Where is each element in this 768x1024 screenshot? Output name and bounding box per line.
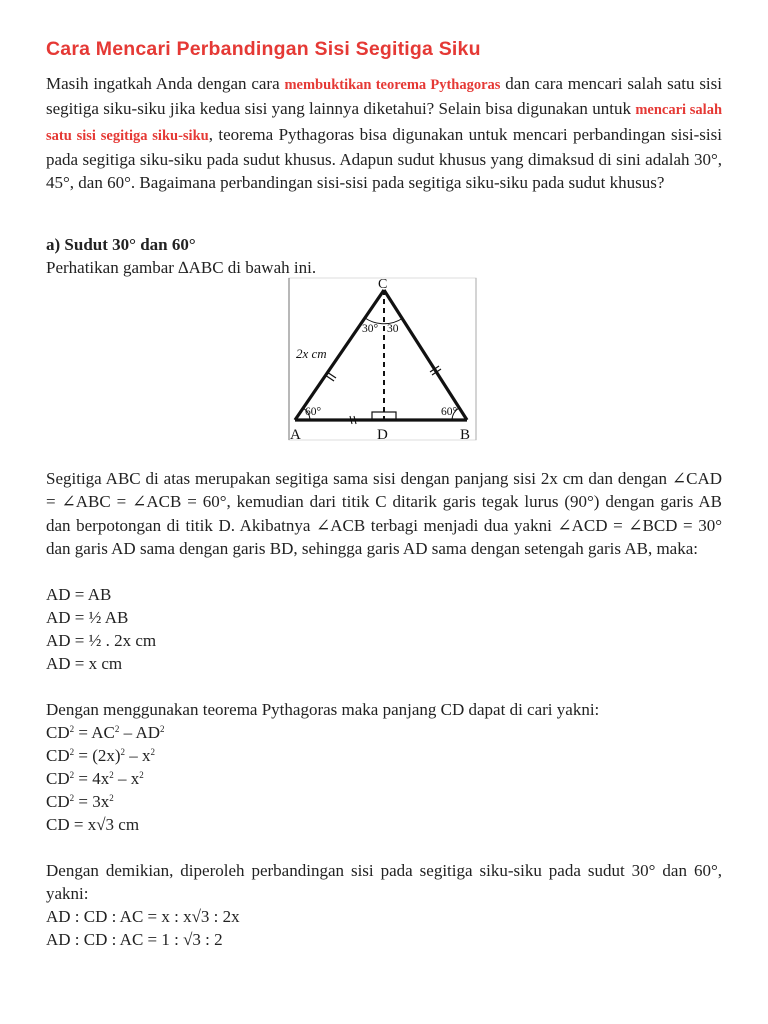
ratio-2: AD : CD : AC = 1 : √3 : 2 bbox=[46, 930, 223, 949]
step-cd-3: $CD^2 = 4x^2 - x^2$ bbox=[46, 769, 144, 788]
angle-label-acd: 30° bbox=[362, 323, 379, 335]
ratio-1: AD : CD : AC = x : x√3 : 2x bbox=[46, 907, 240, 926]
vertex-label-c: C bbox=[378, 277, 388, 292]
conclusion-paragraph: Dengan demikian, diperoleh perbandingan sisi pada segitiga siku-siku pada sudut 30° dan 60°, yakni: bbox=[46, 861, 722, 904]
step-ad-3: AD = ½ . 2x cm bbox=[46, 631, 157, 650]
step-ad-1: AD = AB bbox=[46, 585, 112, 604]
intro-text-2: dan cara mencari salah satu sisi segitiga siku-siku jika kedua sisi yang lainnya diketahui? Selain bisa digunakan untuk bbox=[46, 74, 722, 119]
side-label-2x: 2x cm bbox=[296, 346, 327, 361]
explanation-paragraph: Segitiga ABC di atas merupakan segitiga sama sisi dengan panjang sisi 2x cm dan dengan ∠CAD = ∠ABC = ∠ACB = 60°, kemudian dari titik C ditarik garis tegak lurus (90°) dengan garis AB dan berpotongan di titik D. Akibatnya ∠ACB terbagi menjadi dua yakni ∠ACD = ∠BCD = 30° dan garis AD sama dengan garis BD, sehingga garis AD sama dengan setengah garis AB, maka: bbox=[46, 469, 722, 558]
section-heading-30-60: a) Sudut 30° dan 60° bbox=[46, 235, 196, 254]
step-cd-5: CD = x√3 cm bbox=[46, 815, 140, 834]
figure-intro: Perhatikan gambar ∆ABC di bawah ini. bbox=[46, 258, 317, 277]
link-pythagoras-proof[interactable]: membuktikan teorema Pythagoras bbox=[284, 77, 501, 93]
intro-text-1: Masih ingatkah Anda dengan cara bbox=[46, 74, 285, 93]
step-ad-4: AD = x cm bbox=[46, 654, 123, 673]
step-cd-1: $CD^2 = AC^2 - AD^2$ bbox=[46, 723, 165, 742]
angle-label-b: 60° bbox=[441, 406, 458, 418]
angle-label-a: 60° bbox=[305, 406, 322, 418]
step-ad-2: AD = ½ AB bbox=[46, 608, 129, 627]
vertex-label-d: D bbox=[377, 427, 388, 443]
step-cd-4: $CD^2 = 3x^2$ bbox=[46, 792, 114, 811]
intro-text-3: , teorema Pythagoras bisa digunakan untuk mencari perbandingan sisi-sisi pada segitiga siku-siku pada sudut khusus. Adapun sudut khusus yang dimaksud di sini adalah 30°, 45°, dan 60°. Bagaimana perbandingan sisi-sisi pada segitiga siku-siku pada sudut khusus? bbox=[46, 124, 722, 193]
intro-paragraph bbox=[46, 72, 722, 194]
vertex-label-a: A bbox=[290, 427, 301, 443]
angle-label-bcd: 30 bbox=[387, 323, 399, 335]
link-find-right-triangle-side[interactable]: mencari salah satu sisi segitiga siku-siku bbox=[46, 102, 723, 144]
page-title: Cara Mencari Perbandingan Sisi Segitiga Siku bbox=[46, 38, 481, 60]
pythagoras-intro: Dengan menggunakan teorema Pythagoras maka panjang CD dapat di cari yakni: bbox=[46, 700, 600, 719]
step-cd-2: $CD^2 = (2x)^2 - x^2$ bbox=[46, 746, 156, 765]
vertex-label-b: B bbox=[460, 427, 471, 443]
triangle-figure bbox=[284, 276, 480, 444]
